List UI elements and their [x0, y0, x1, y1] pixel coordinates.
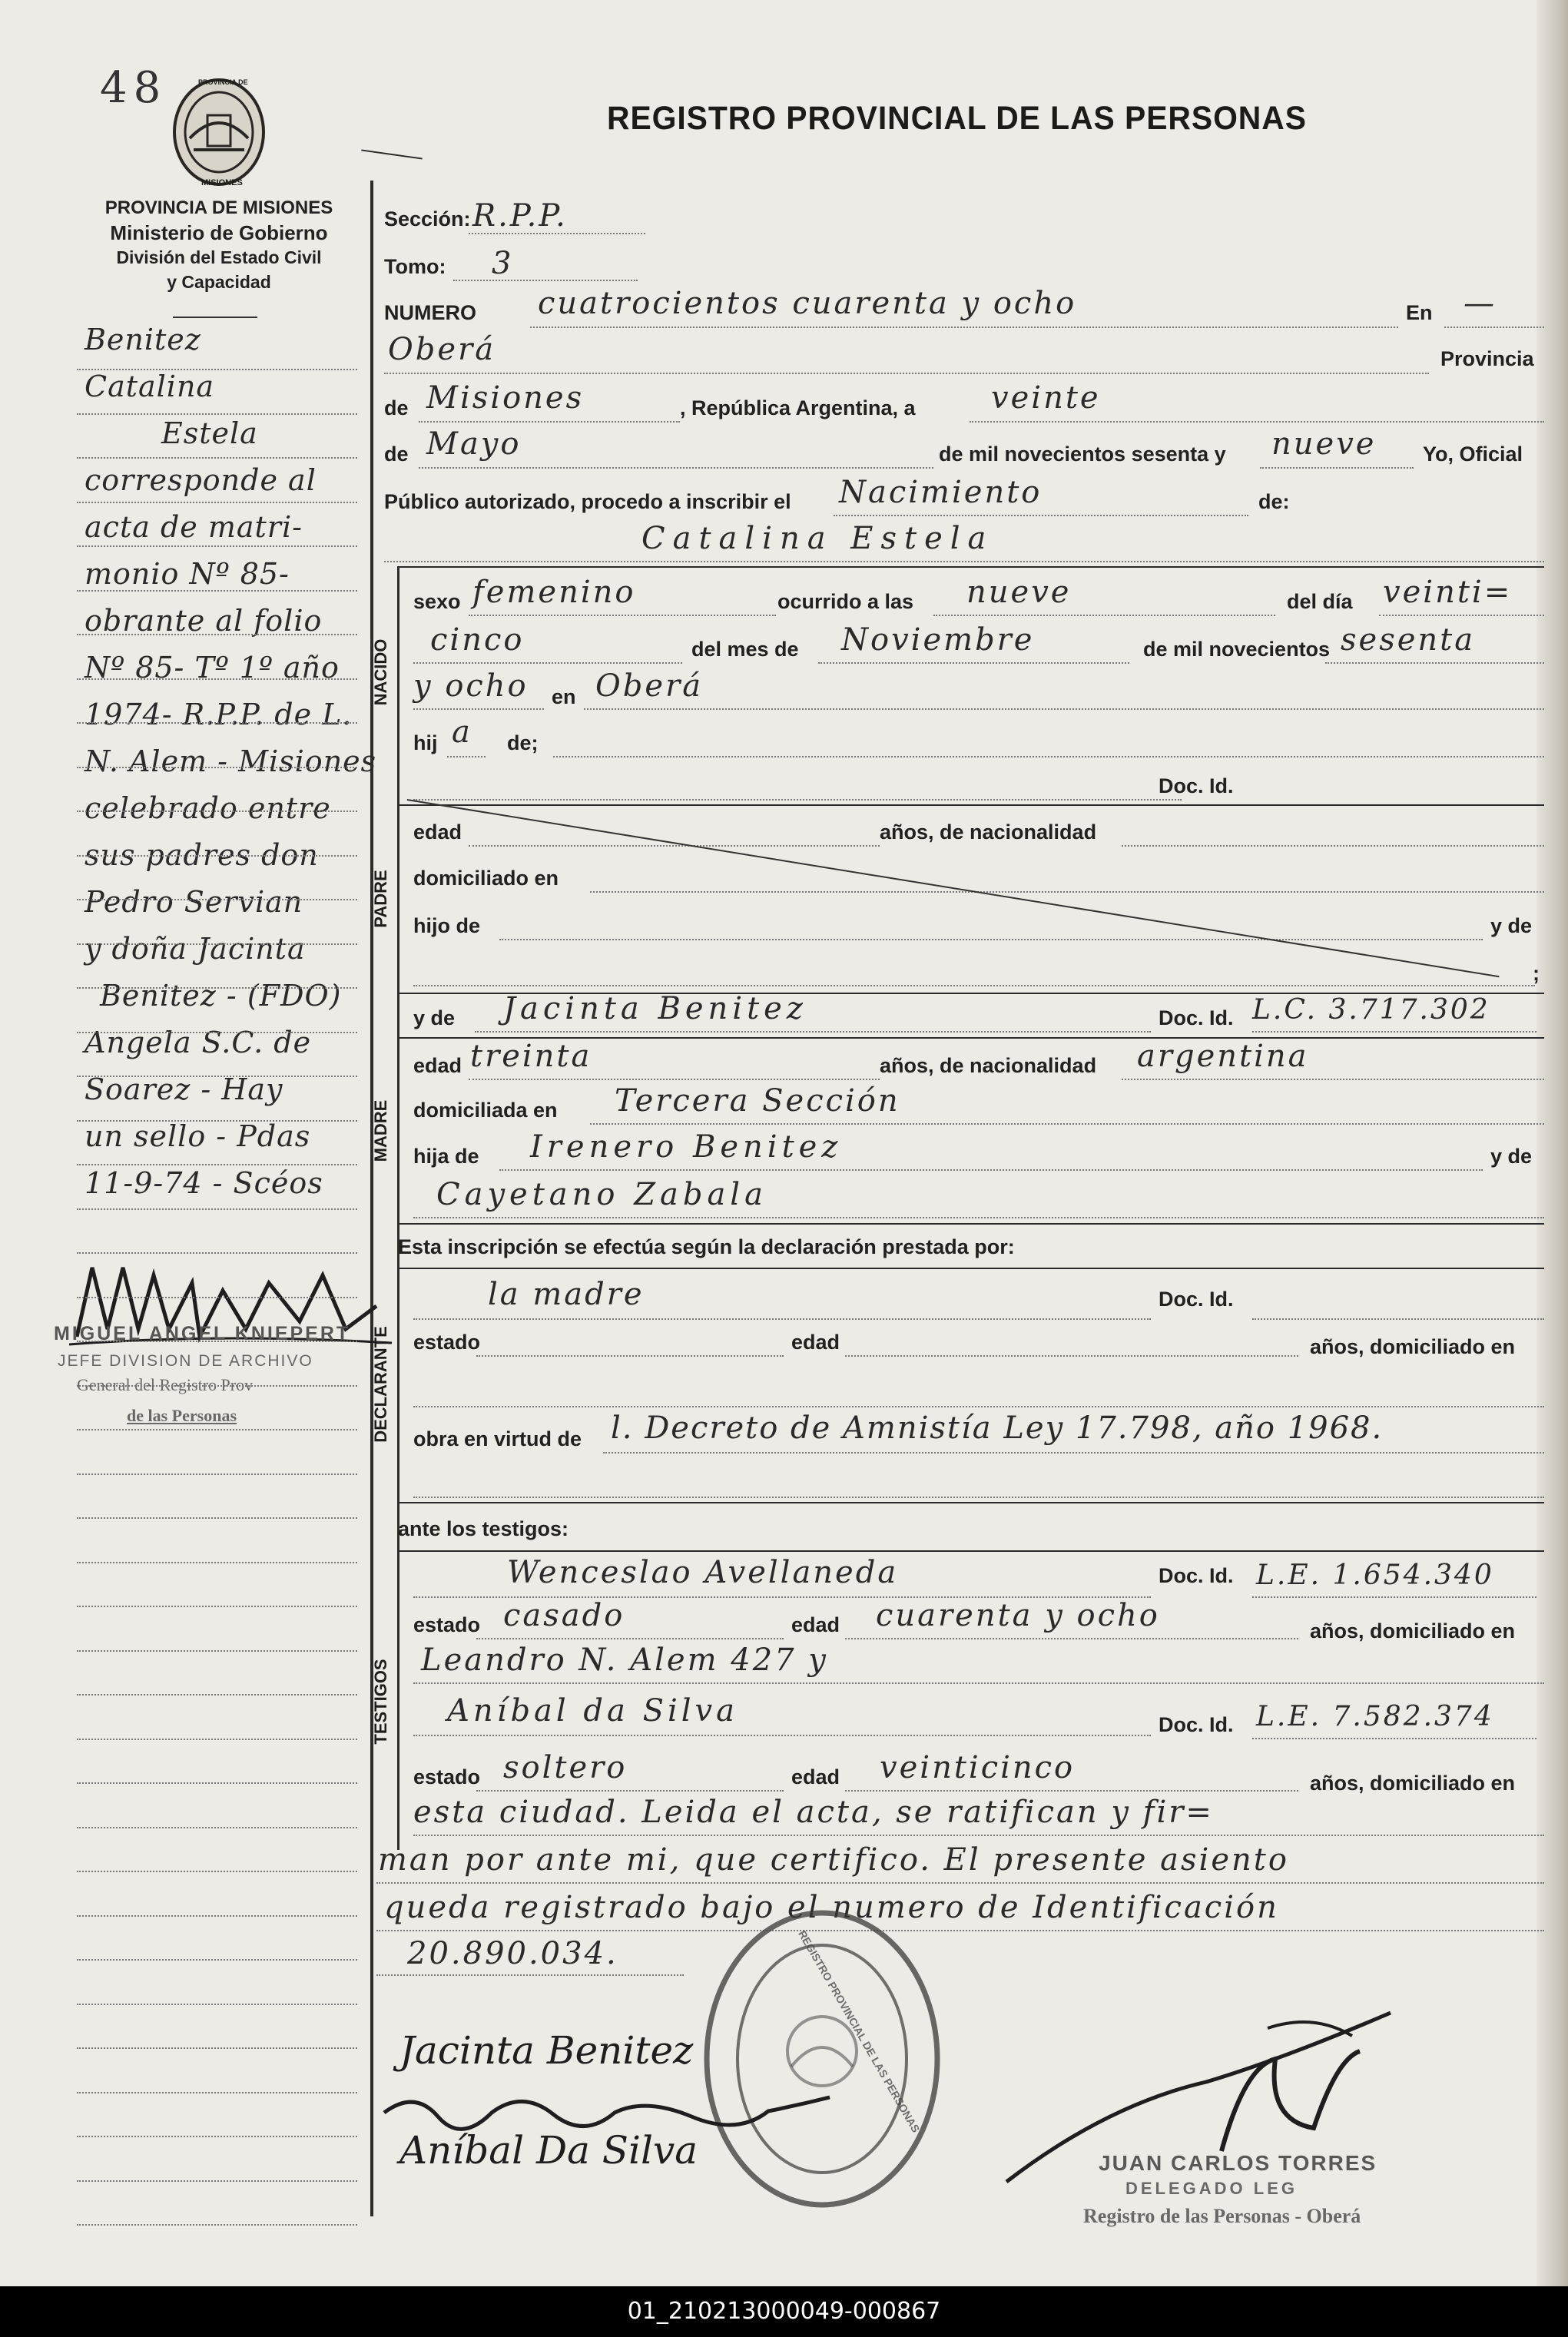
numero-label: NUMERO — [384, 301, 476, 324]
testigo2-edad-label: edad — [791, 1765, 840, 1788]
margin-note-line: Angela S.C. de — [85, 1026, 312, 1059]
tomo-label: Tomo: — [384, 255, 446, 278]
section-testigos: TESTIGOS — [371, 1659, 390, 1745]
republica-label: , República Argentina, a — [680, 396, 916, 419]
margin-note-line: Pedro Servian — [85, 885, 303, 919]
tomo-value: 3 — [492, 246, 514, 281]
de-label-2: de — [384, 443, 409, 466]
madre-y-de2-label: y de — [1490, 1145, 1533, 1168]
madre-domicilio-value: Tercera Sección — [615, 1083, 900, 1119]
anio-registro-value: nueve — [1271, 426, 1377, 462]
image-id-footer: 01_210213000049-000867 — [0, 2286, 1568, 2337]
margin-stamp-office-2: de las Personas — [127, 1406, 237, 1425]
inscripcion-label: Esta inscripción se efectúa según la declaración prestada por: — [398, 1235, 1015, 1258]
margin-note-line: un sello - Pdas — [85, 1119, 311, 1153]
official-stamp-role: DELEGADO LEG — [1125, 2179, 1298, 2198]
testigo1-edad-value: cuarenta y ocho — [876, 1598, 1160, 1633]
signature-anibal: Aníbal Da Silva — [399, 2128, 698, 2173]
dia-nac-value: veinti= — [1383, 575, 1513, 610]
declarante-estado-label: estado — [413, 1331, 481, 1354]
padre-semicolon: ; — [1533, 962, 1540, 985]
madre-nacionalidad-value: argentina — [1137, 1039, 1309, 1074]
padre-edad-label: edad — [413, 820, 462, 844]
testigo2-doc-value: L.E. 7.582.374 — [1256, 1701, 1494, 1732]
section-nacido: NACIDO — [371, 638, 390, 706]
en-value: — — [1464, 286, 1497, 321]
margin-note-line: celebrado entre — [85, 791, 331, 825]
seal-bottom-text: MISIONES — [201, 178, 243, 187]
margin-stamp-name: MIGUEL ANGEL KNIEPERT — [54, 1323, 351, 1344]
binding-edge — [1537, 0, 1568, 2286]
testigo2-edad-value: veinticinco — [880, 1750, 1076, 1785]
testigo2-nombre-value: Aníbal da Silva — [447, 1693, 739, 1729]
province-seal-icon — [171, 77, 267, 188]
margin-stamp-role: JEFE DIVISION DE ARCHIVO — [58, 1352, 313, 1370]
margin-note-line: 1974- R.P.P. de L. — [85, 698, 353, 731]
madre-edad-label: edad — [413, 1054, 462, 1077]
madre-hija-de-value: Irenero Benitez — [530, 1129, 843, 1165]
testigo2-anios-label: años, domiciliado en — [1310, 1772, 1516, 1795]
cierre-line-4: 20.890.034. — [407, 1936, 618, 1971]
sexo-value: femenino — [472, 575, 636, 610]
madre-doc-value: L.C. 3.717.302 — [1252, 994, 1490, 1026]
numero-value: cuatrocientos cuarenta y ocho — [538, 286, 1077, 321]
madre-hija-de-label: hija de — [413, 1145, 479, 1168]
anio-nac-cont-value: y ocho — [413, 668, 529, 704]
mil-novecientos-label: de mil novecientos sesenta y — [939, 443, 1226, 466]
seccion-value: R.P.P. — [472, 198, 568, 234]
org-capacity: y Capacidad — [167, 272, 271, 292]
seccion-label: Sección: — [384, 207, 471, 230]
org-ministry: Ministerio de Gobierno — [110, 221, 328, 244]
anio-nac-value: sesenta — [1341, 622, 1476, 658]
dia-nac-cont-value: cinco — [430, 622, 525, 658]
ocurrido-label: ocurrido a las — [777, 590, 914, 613]
margin-note-line: monio Nº 85- — [85, 557, 290, 591]
margin-note-line: acta de matri- — [85, 510, 303, 544]
org-division: División del Estado Civil — [116, 247, 322, 267]
mes-nac-value: Noviembre — [841, 622, 1035, 658]
page-number: 48 — [100, 63, 167, 113]
cierre-line-3: queda registrado bajo el numero de Identificación — [384, 1890, 1279, 1925]
declarante-doc-label: Doc. Id. — [1159, 1288, 1234, 1311]
signature-jacinta: Jacinta Benitez — [399, 2028, 694, 2073]
margin-note-line: Benitez — [85, 323, 201, 356]
ante-testigos-label: ante los testigos: — [398, 1517, 569, 1540]
testigo1-edad-label: edad — [791, 1613, 840, 1636]
madre-doc-label: Doc. Id. — [1159, 1006, 1234, 1029]
testigo1-nombre-value: Wenceslao Avellaneda — [507, 1555, 899, 1590]
de-semicolon-label: de; — [507, 731, 539, 754]
hij-label: hij — [413, 731, 438, 754]
provincia-label: Provincia — [1440, 347, 1534, 370]
margin-note-line: N. Alem - Misiones — [85, 744, 377, 778]
padre-anios-label: años, de nacionalidad — [880, 820, 1097, 844]
round-seal-text: REGISTRO PROVINCIAL DE LAS PERSONAS — [796, 1928, 923, 2135]
testigo1-domicilio-value: Leandro N. Alem 427 y — [421, 1643, 828, 1678]
margin-note-line: Catalina — [85, 370, 215, 403]
cierre-line-1: esta ciudad. Leida el acta, se ratifican y fir= — [413, 1795, 1214, 1830]
org-province: PROVINCIA DE MISIONES — [104, 197, 333, 218]
margin-note-line: Nº 85- Tº 1º año — [85, 651, 340, 685]
testigo1-estado-value: casado — [503, 1598, 625, 1633]
yo-oficial-label: Yo, Oficial — [1423, 443, 1523, 466]
margin-note-line: obrante al folio — [85, 604, 323, 638]
hij-suffix-value: a — [452, 714, 472, 750]
org-block — [77, 196, 361, 294]
margin-note-line: Estela — [161, 416, 258, 450]
padre-hijo-de-label: hijo de — [413, 914, 480, 937]
registry-round-seal — [676, 1898, 968, 2220]
section-madre: MADRE — [371, 1099, 390, 1162]
padre-doc-label: Doc. Id. — [1159, 774, 1234, 797]
margin-note-line: Benitez - (FDO) — [100, 979, 342, 1013]
testigo2-doc-label: Doc. Id. — [1159, 1713, 1234, 1736]
declarante-anios-label: años, domiciliado en — [1310, 1335, 1516, 1358]
madre-edad-value: treinta — [470, 1039, 592, 1074]
sexo-label: sexo — [413, 590, 461, 613]
margin-note-line: Soarez - Hay — [85, 1072, 283, 1106]
padre-y-de-label: y de — [1490, 914, 1533, 937]
madre-domiciliada-label: domiciliada en — [413, 1099, 558, 1122]
testigo1-estado-label: estado — [413, 1613, 481, 1636]
section-declarante: DECLARANTE — [371, 1326, 390, 1443]
hora-value: nueve — [966, 575, 1072, 610]
official-stamp-name: JUAN CARLOS TORRES — [1099, 2151, 1377, 2175]
declarante-edad-label: edad — [791, 1331, 840, 1354]
madre-y-de-value: Cayetano Zabala — [436, 1177, 767, 1212]
madre-nombre-value: Jacinta Benitez — [503, 991, 807, 1026]
padre-domicilio-label: domiciliado en — [413, 867, 559, 890]
acto-value: Nacimiento — [839, 475, 1043, 510]
publico-label: Público autorizado, procedo a inscribir el — [384, 490, 791, 513]
nombre-value: Catalina Estela — [641, 521, 994, 556]
lugar-nac-value: Oberá — [595, 668, 704, 704]
mes-registro-value: Mayo — [426, 426, 522, 462]
cierre-line-2: man por ante mi, que certifico. El presente asiento — [378, 1842, 1289, 1878]
section-padre: PADRE — [371, 870, 390, 928]
del-dia-label: del día — [1287, 590, 1353, 613]
en-label: En — [1406, 301, 1433, 324]
madre-anios-label: años, de nacionalidad — [880, 1054, 1097, 1077]
de-colon-label: de: — [1258, 490, 1290, 513]
en-lugar-label: en — [552, 685, 576, 708]
lugar-value: Oberá — [388, 332, 496, 367]
declarante-value: la madre — [488, 1277, 645, 1312]
page-title: REGISTRO PROVINCIAL DE LAS PERSONAS — [607, 100, 1307, 137]
obra-value: l. Decreto de Amnistía Ley 17.798, año 1968. — [611, 1410, 1384, 1446]
margin-note-line: corresponde al — [85, 463, 317, 497]
official-stamp-office: Registro de las Personas - Oberá — [1083, 2205, 1361, 2227]
dia-registro-value: veinte — [991, 380, 1101, 416]
obra-label: obra en virtud de — [413, 1427, 582, 1450]
testigo2-estado-label: estado — [413, 1765, 481, 1788]
del-mes-label: del mes de — [691, 638, 799, 661]
margin-stamp-office: General del Registro Prov — [77, 1375, 254, 1394]
margin-note-line: 11-9-74 - Scéos — [85, 1166, 323, 1200]
testigo1-anios-label: años, domiciliado en — [1310, 1619, 1516, 1643]
mil-nov-nac-label: de mil novecientos — [1143, 638, 1331, 661]
provincia-value: Misiones — [426, 380, 585, 416]
margin-note-line: sus padres don — [85, 838, 319, 872]
margin-note-line: y doña Jacinta — [85, 932, 306, 966]
testigo1-doc-label: Doc. Id. — [1159, 1564, 1234, 1587]
testigo1-doc-value: L.E. 1.654.340 — [1256, 1560, 1494, 1591]
madre-y-de-label: y de — [413, 1006, 456, 1029]
testigo2-estado-value: soltero — [503, 1750, 628, 1785]
seal-top-text: PROVINCIA DE — [198, 78, 248, 86]
de-label-1: de — [384, 396, 409, 419]
